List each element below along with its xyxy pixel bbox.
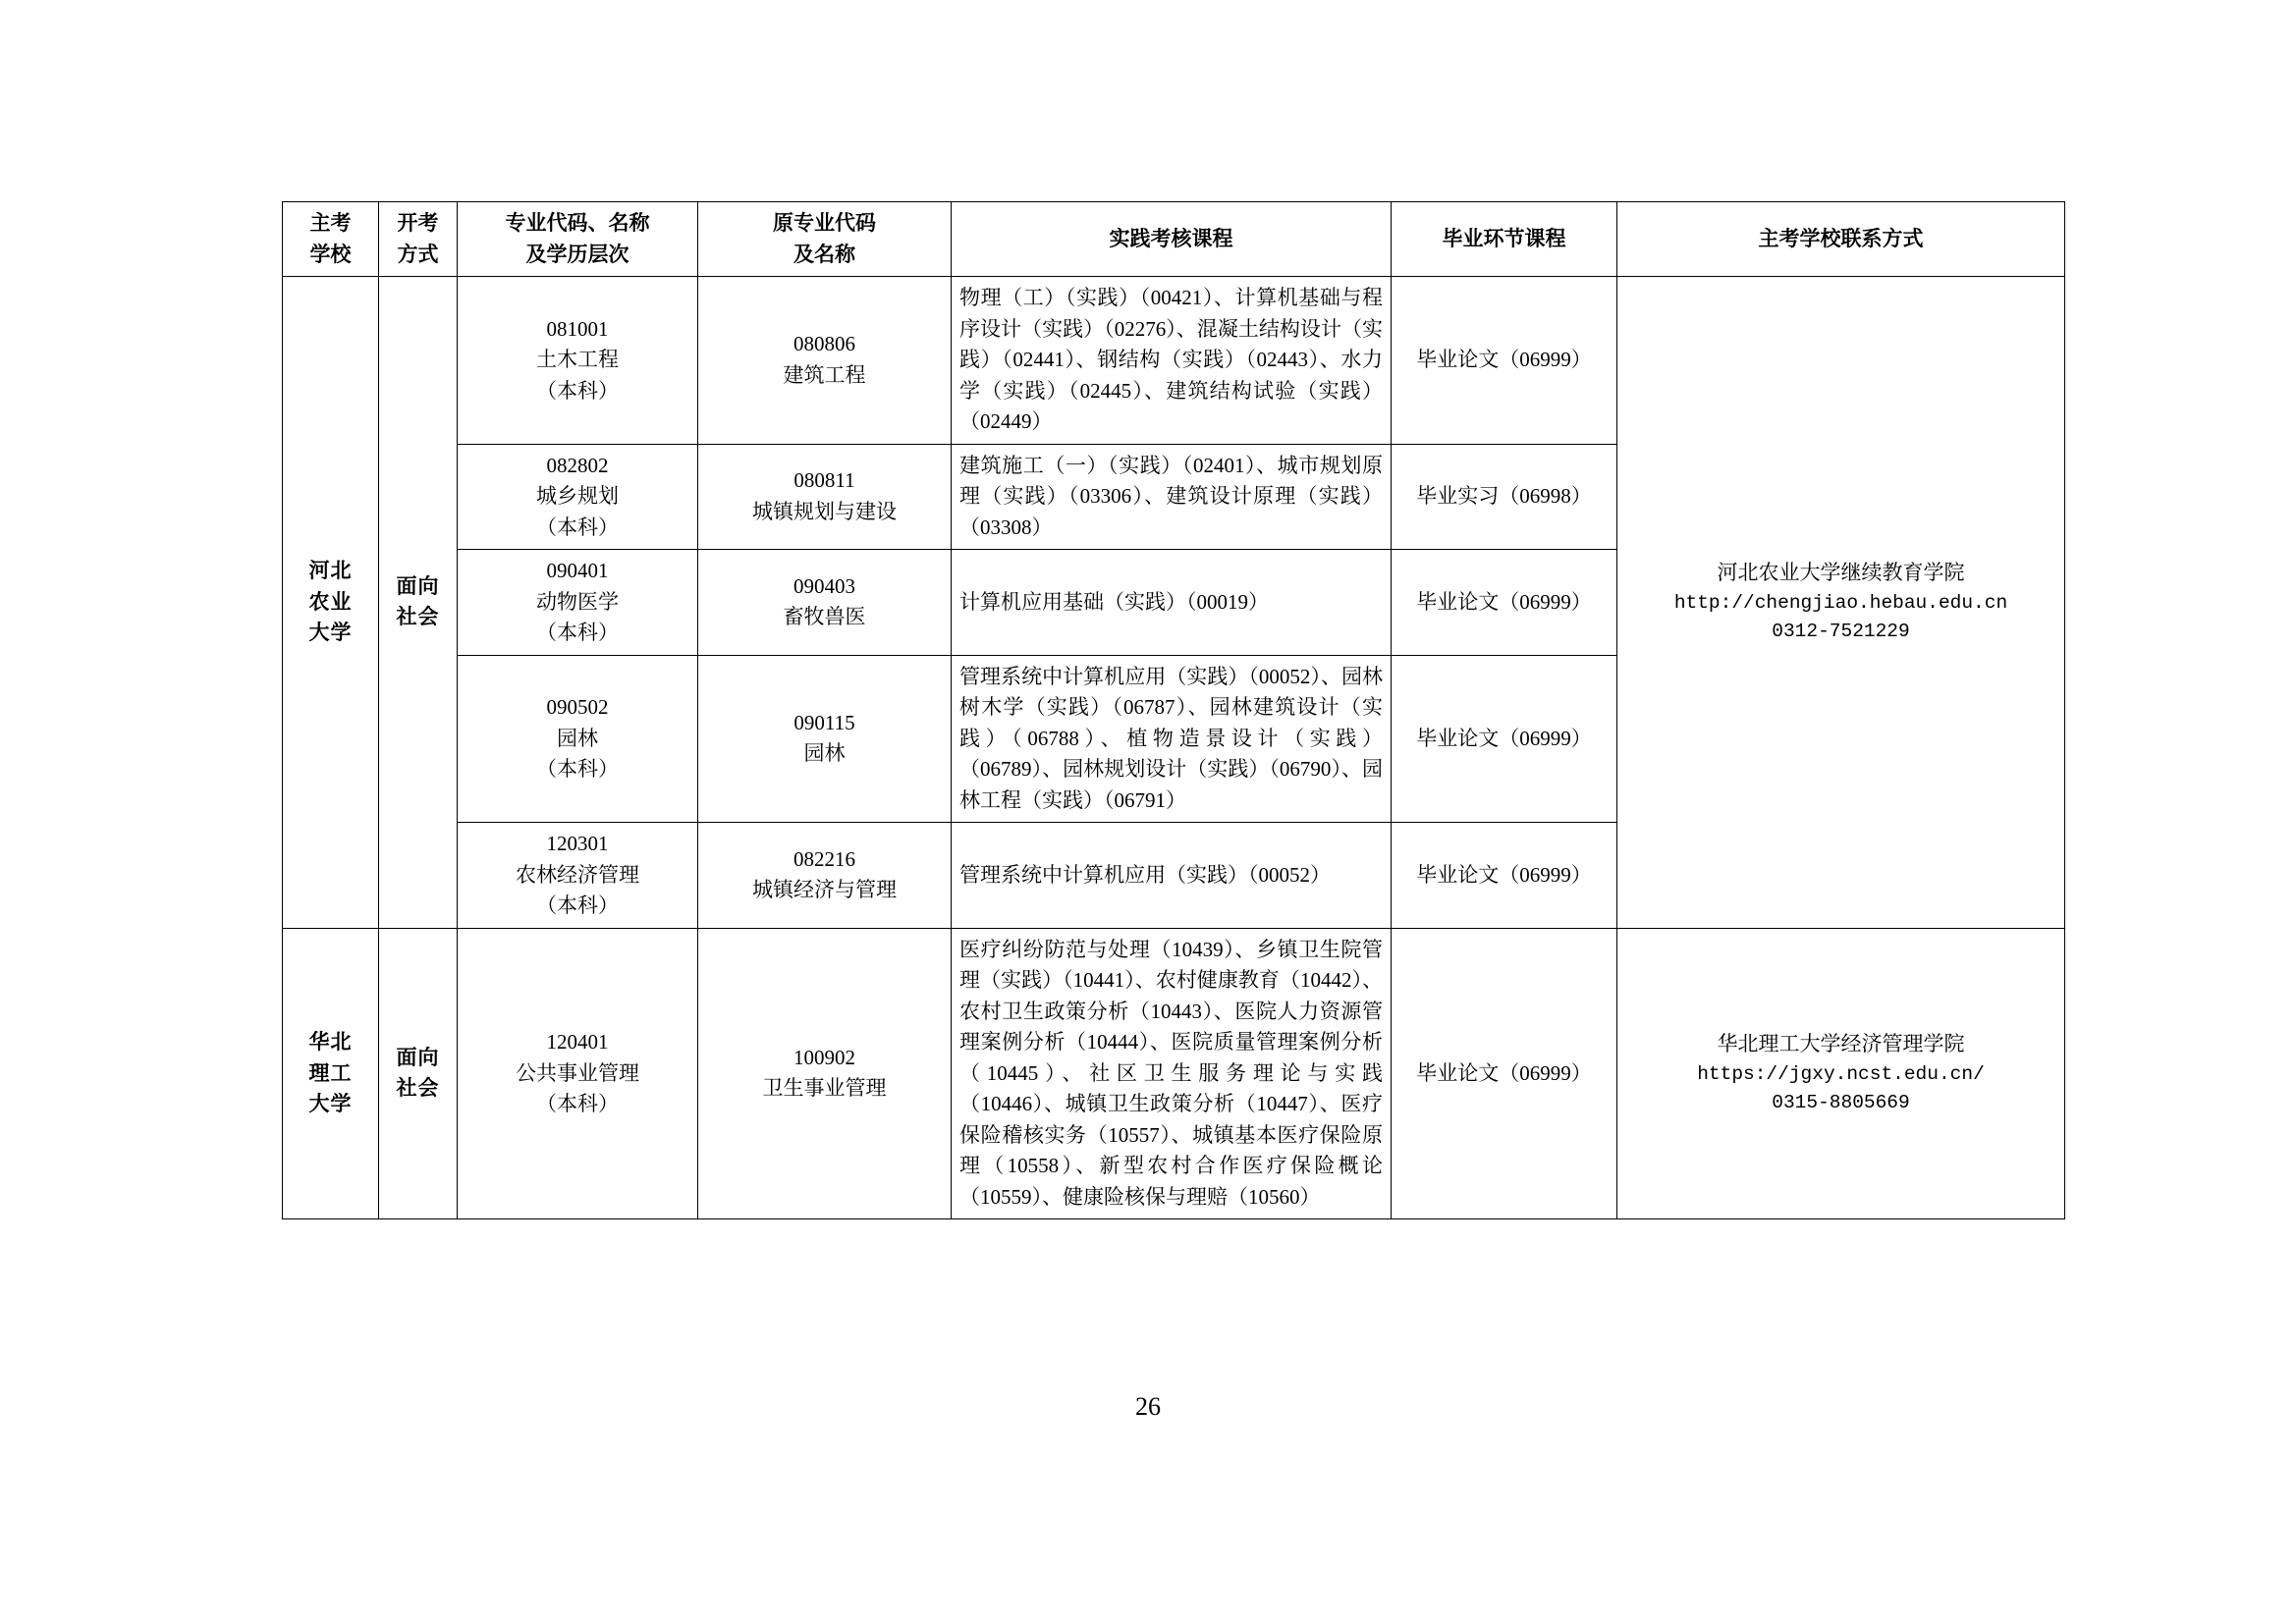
cell-practice-courses: 计算机应用基础（实践）（00019） xyxy=(952,550,1392,656)
major-code: 090401 xyxy=(546,559,609,582)
major-name: 园林 xyxy=(557,726,598,750)
cell-graduation-course: 毕业论文（06999） xyxy=(1392,928,1617,1219)
major-code: 081001 xyxy=(546,316,609,341)
school-line2: 农业 xyxy=(308,589,353,614)
header-graduation-courses xyxy=(1392,202,1617,277)
header-school-line1: 主考 xyxy=(309,211,352,235)
cell-origin-major xyxy=(698,823,952,929)
table-body xyxy=(283,277,2065,1219)
contact-institution: 华北理工大学经济管理学院 xyxy=(1717,1032,1965,1056)
header-mode-line2: 方式 xyxy=(397,242,439,266)
mode-line2: 社会 xyxy=(396,1076,440,1101)
header-major xyxy=(458,202,698,277)
header-origin-line1: 原专业代码 xyxy=(773,211,876,235)
mode-line2: 社会 xyxy=(396,605,440,629)
cell-origin-major xyxy=(698,444,952,550)
school-line1: 华北 xyxy=(308,1030,353,1054)
cell-practice-courses: 物理（工）（实践）（00421）、计算机基础与程序设计（实践）（02276）、混凝土结构设计（实践）（02441）、钢结构（实践）（02443）、水力学（实践）（02445）、建筑结构试验（实践）（02449） xyxy=(952,277,1392,445)
cell-major xyxy=(458,655,698,823)
header-origin-line2: 及名称 xyxy=(793,242,855,266)
table-header-row xyxy=(283,202,2065,277)
mode-line1: 面向 xyxy=(396,573,440,598)
header-contact xyxy=(1617,202,2065,277)
cell-major xyxy=(458,823,698,929)
header-major-line2: 及学历层次 xyxy=(525,242,629,266)
major-name: 城乡规划 xyxy=(536,484,619,508)
cell-graduation-course: 毕业论文（06999） xyxy=(1392,550,1617,656)
origin-name: 建筑工程 xyxy=(783,362,866,387)
header-practice-courses xyxy=(952,202,1392,277)
cell-origin-major xyxy=(698,277,952,445)
cell-origin-major xyxy=(698,928,952,1219)
header-school xyxy=(283,202,379,277)
origin-name: 城镇经济与管理 xyxy=(752,878,897,902)
origin-name: 卫生事业管理 xyxy=(762,1076,887,1101)
major-level: （本科） xyxy=(536,893,619,917)
cell-contact xyxy=(1617,928,2065,1219)
major-name: 农林经济管理 xyxy=(516,862,639,887)
cell-graduation-course: 毕业论文（06999） xyxy=(1392,823,1617,929)
header-contact-line1: 主考学校联系方式 xyxy=(1758,226,1924,250)
practice-course-table-wrapper xyxy=(282,201,2064,1219)
origin-code: 090403 xyxy=(793,573,855,598)
cell-major xyxy=(458,928,698,1219)
school-line1: 河北 xyxy=(308,559,353,582)
contact-url[interactable]: http://chengjiao.hebau.edu.cn xyxy=(1673,591,2008,614)
cell-contact xyxy=(1617,277,2065,929)
cell-origin-major xyxy=(698,550,952,656)
major-name: 土木工程 xyxy=(536,348,619,371)
cell-graduation-course: 毕业论文（06999） xyxy=(1392,655,1617,823)
origin-code: 100902 xyxy=(793,1045,855,1069)
origin-code: 080811 xyxy=(793,468,855,493)
header-mode xyxy=(379,202,458,277)
practice-course-table xyxy=(282,201,2065,1219)
cell-graduation-course: 毕业实习（06998） xyxy=(1392,444,1617,550)
cell-major xyxy=(458,277,698,445)
header-major-line1: 专业代码、名称 xyxy=(505,211,650,235)
contact-institution: 河北农业大学继续教育学院 xyxy=(1717,561,1965,585)
header-origin-major xyxy=(698,202,952,277)
origin-code: 080806 xyxy=(793,332,855,356)
major-code: 120301 xyxy=(546,832,609,855)
cell-major xyxy=(458,444,698,550)
contact-phone: 0315-8805669 xyxy=(1772,1092,1910,1113)
contact-url[interactable]: https://jgxy.ncst.edu.cn/ xyxy=(1697,1062,1985,1085)
table-row xyxy=(283,277,2065,445)
cell-mode xyxy=(379,277,458,929)
major-level: （本科） xyxy=(536,757,619,781)
mode-line1: 面向 xyxy=(396,1045,440,1069)
header-practice-line1: 实践考核课程 xyxy=(1109,226,1233,250)
cell-school xyxy=(283,928,379,1219)
header-mode-line1: 开考 xyxy=(397,211,439,235)
origin-name: 畜牧兽医 xyxy=(783,605,866,629)
origin-name: 园林 xyxy=(803,741,846,766)
major-code: 082802 xyxy=(546,453,609,477)
cell-practice-courses: 医疗纠纷防范与处理（10439）、乡镇卫生院管理（实践）（10441）、农村健康教育（10442）、农村卫生政策分析（10443）、医院人力资源管理案例分析（10444）、医院质量管理案例分析（10445）、社区卫生服务理论与实践（10446）、城镇卫生政策分析（10447）、医疗保险稽核实务（10557）、城镇基本医疗保险原理（10558）、新型农村合作医疗保险概论（10559）、健康险核保与理赔（10560） xyxy=(952,928,1392,1219)
header-school-line2: 学校 xyxy=(309,242,352,266)
table-row xyxy=(283,928,2065,1219)
major-level: （本科） xyxy=(536,514,619,539)
school-line3: 大学 xyxy=(308,621,353,644)
page-number: 26 xyxy=(1135,1392,1161,1421)
major-level: （本科） xyxy=(536,378,619,403)
cell-graduation-course: 毕业论文（06999） xyxy=(1392,277,1617,445)
major-level: （本科） xyxy=(536,1092,619,1115)
cell-practice-courses: 管理系统中计算机应用（实践）（00052） xyxy=(952,823,1392,929)
origin-code: 090115 xyxy=(793,710,855,734)
major-code: 090502 xyxy=(546,695,609,719)
cell-school xyxy=(283,277,379,929)
header-grad-line1: 毕业环节课程 xyxy=(1442,226,1566,250)
origin-name: 城镇规划与建设 xyxy=(752,499,897,523)
major-name: 公共事业管理 xyxy=(516,1060,639,1085)
major-level: （本科） xyxy=(536,621,619,644)
origin-code: 082216 xyxy=(793,846,855,871)
cell-major xyxy=(458,550,698,656)
cell-practice-courses: 建筑施工（一）（实践）（02401）、城市规划原理（实践）（03306）、建筑设计原理（实践）（03308） xyxy=(952,444,1392,550)
cell-practice-courses: 管理系统中计算机应用（实践）（00052）、园林树木学（实践）（06787）、园林建筑设计（实践）（06788）、植物造景设计（实践）（06789）、园林规划设计（实践）（06790）、园林工程（实践）（06791） xyxy=(952,655,1392,823)
major-code: 120401 xyxy=(546,1030,609,1054)
contact-phone: 0312-7521229 xyxy=(1772,621,1910,642)
school-line2: 理工 xyxy=(308,1060,353,1085)
cell-origin-major xyxy=(698,655,952,823)
major-name: 动物医学 xyxy=(536,589,619,614)
school-line3: 大学 xyxy=(308,1092,353,1115)
cell-mode xyxy=(379,928,458,1219)
table-header xyxy=(283,202,2065,277)
